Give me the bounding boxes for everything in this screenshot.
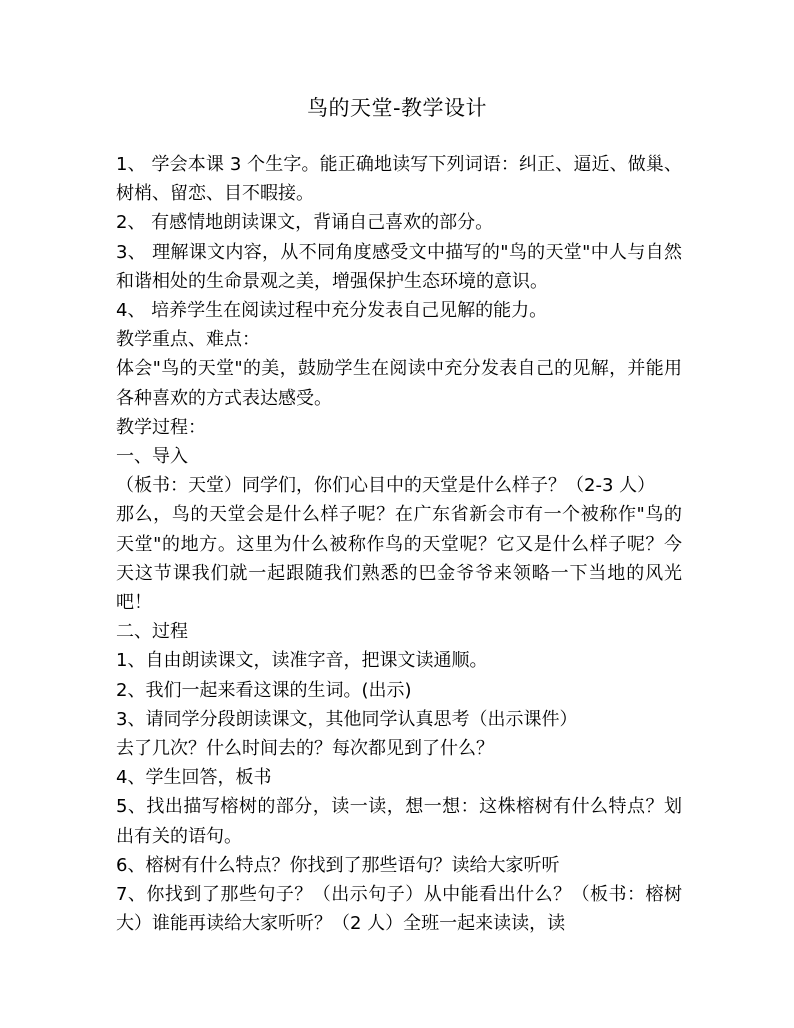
paragraph-step-6: 6、榕树有什么特点？你找到了那些语句？读给大家听听 [116,854,560,876]
paragraph-step-1: 1、自由朗读课文，读准字音，把课文读通顺。 [116,650,488,672]
heading-process: 二、过程 [116,621,188,643]
document-body [116,150,682,938]
paragraph-step-5: 5、找出描写榕树的部分，读一读，想一想：这株榕树有什么特点？划出有关的语句。 [116,796,682,847]
heading-key-points: 教学重点、难点： [116,329,260,351]
paragraph-intro-2: 那么，鸟的天堂会是什么样子呢？在广东省新会市有一个被称作"鸟的天堂"的地方。这里为什么被称作鸟的天堂呢？它又是什么样子呢？今天这节课我们就一起跟随我们熟悉的巴金爷爷来领略一下当地的风光吧！ [116,504,682,614]
paragraph-step-3: 3、请同学分段朗读课文，其他同学认真思考（出示课件） [116,708,578,730]
paragraph-objective-1: 1、 学会本课 3 个生字。能正确地读写下列词语：纠正、逼近、做巢、树梢、留恋、目不暇接。 [116,154,682,205]
paragraph-step-2: 2、我们一起来看这课的生词。(出示) [116,679,412,701]
paragraph-step-7: 7、你找到了那些句子？（出示句子）从中能看出什么？（板书：榕树大）谁能再读给大家听听？（2 人）全班一起来读读，读 [116,884,682,935]
paragraph-step-3-questions: 去了几次？什么时间去的？每次都见到了什么？ [116,738,494,760]
paragraph-objective-4: 4、 培养学生在阅读过程中充分发表自己见解的能力。 [116,300,548,322]
heading-introduction: 一、导入 [116,446,188,468]
paragraph-intro-1: （板书：天堂）同学们，你们心目中的天堂是什么样子？（2-3 人） [116,475,656,497]
paragraph-key-points: 体会"鸟的天堂"的美，鼓励学生在阅读中充分发表自己的见解，并能用各种喜欢的方式表达感受。 [116,358,682,409]
paragraph-step-4: 4、学生回答，板书 [116,767,272,789]
paragraph-objective-3: 3、 理解课文内容，从不同角度感受文中描写的"鸟的天堂"中人与自然和谐相处的生命景观之美，增强保护生态环境的意识。 [116,241,682,292]
heading-teaching-process: 教学过程： [116,416,206,438]
paragraph-objective-2: 2、 有感情地朗读课文，背诵自己喜欢的部分。 [116,212,494,234]
document-title: 鸟的天堂-教学设计 [306,96,488,120]
